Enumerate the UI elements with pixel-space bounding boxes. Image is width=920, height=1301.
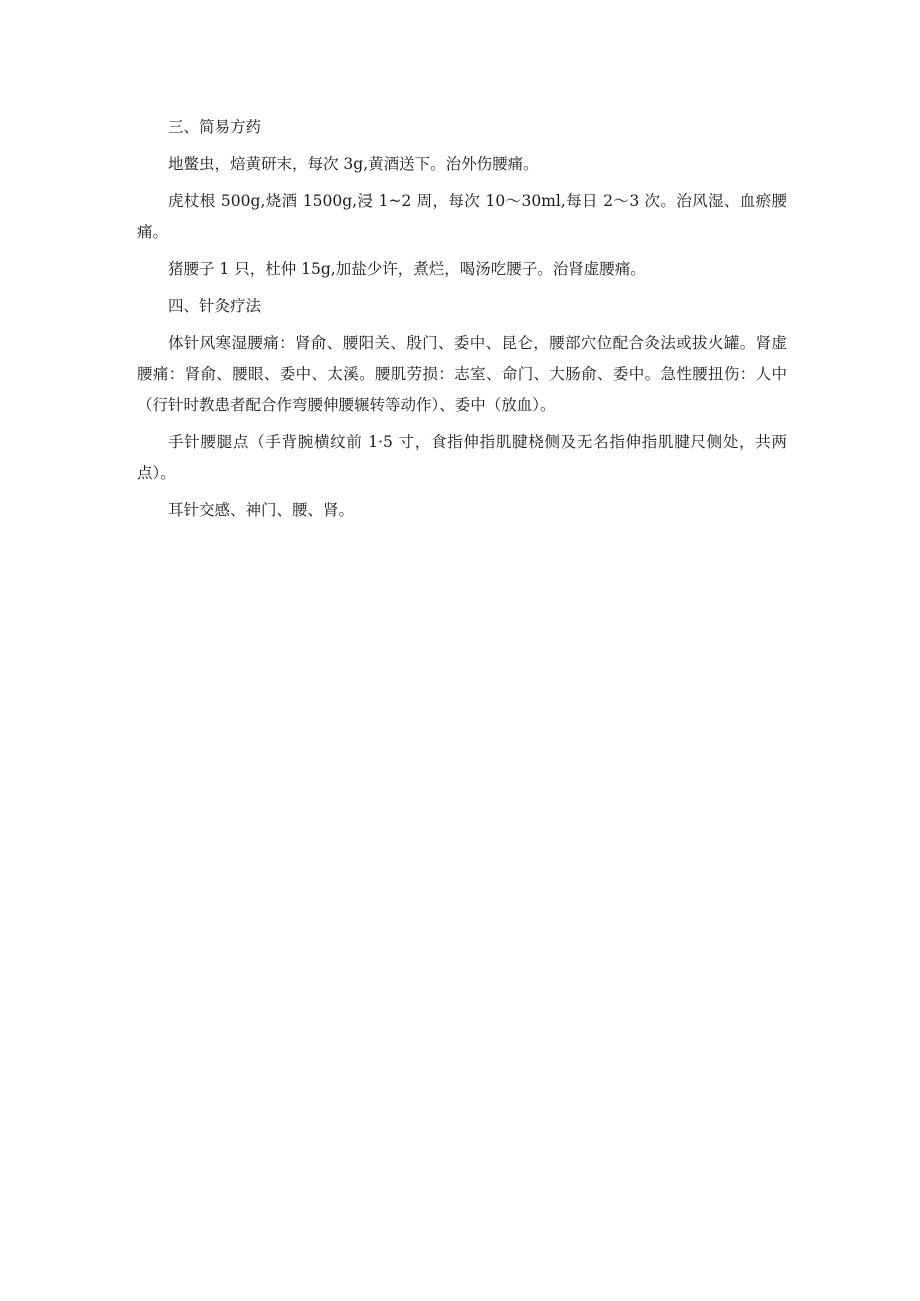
- acupuncture-paragraph: 耳针交感、神门、腰、肾。: [168, 501, 355, 519]
- section-heading-acupuncture: 四、针灸疗法: [168, 297, 262, 315]
- prescription-paragraph: 虎杖根 500g,烧酒 1500g,浸 1~2 周，每次 10～30ml,每日 2～3 次。治风湿、血瘀腰痛。: [137, 192, 787, 241]
- prescription-paragraph: 地鳖虫，焙黄研末，每次 3g,黄酒送下。治外伤腰痛。: [168, 155, 539, 173]
- acupuncture-paragraph: 体针风寒湿腰痛：肾俞、腰阳关、殷门、委中、昆仑，腰部穴位配合灸法或拔火罐。肾虚腰痛：肾俞、腰眼、委中、太溪。腰肌劳损：志室、命门、大肠俞、委中。急性腰扭伤：人中（行针时教患者配合作弯腰伸腰辗转等动作）、委中（放血）。: [137, 334, 787, 414]
- section-heading-simple-prescriptions: 三、简易方药: [168, 118, 262, 136]
- document-body: [137, 112, 787, 532]
- prescription-paragraph: 猪腰子 1 只，杜仲 15g,加盐少许，煮烂，喝汤吃腰子。治肾虚腰痛。: [168, 260, 646, 278]
- acupuncture-paragraph: 手针腰腿点（手背腕横纹前 1·5 寸，食指伸指肌腱桡侧及无名指伸指肌腱尺侧处，共两点）。: [137, 433, 787, 482]
